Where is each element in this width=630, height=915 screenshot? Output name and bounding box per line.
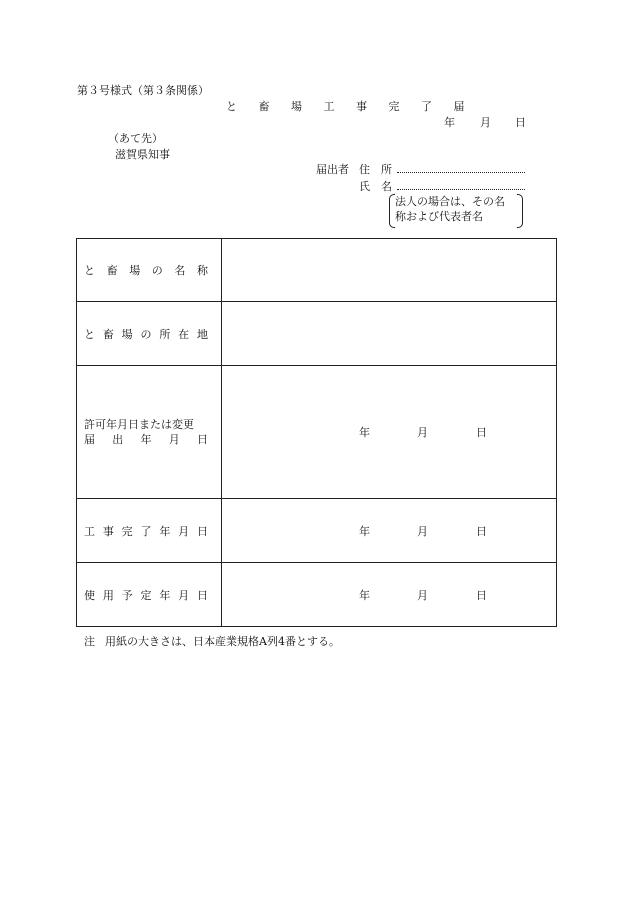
addressee-label: （あて先） bbox=[108, 132, 163, 145]
table-row bbox=[77, 366, 557, 499]
name-label: 氏 名 bbox=[359, 180, 392, 193]
footnote-mark: 注 bbox=[84, 635, 95, 648]
facility-location-label: と 畜 場 の 所 在 地 bbox=[77, 302, 222, 366]
facility-name-value[interactable] bbox=[222, 239, 557, 302]
corporate-note bbox=[389, 194, 523, 228]
submission-date-month: 月 bbox=[480, 116, 491, 129]
corporate-note-line2: 称および代表者名 bbox=[395, 210, 483, 223]
facility-location-value[interactable] bbox=[222, 302, 557, 366]
date-unit-year: 年 bbox=[359, 524, 370, 538]
name-field[interactable] bbox=[397, 178, 525, 190]
submission-date-day: 日 bbox=[515, 116, 526, 129]
completion-date-label: 工 事 完 了 年 月 日 bbox=[77, 499, 222, 563]
planned-use-date-label: 使 用 予 定 年 月 日 bbox=[77, 563, 222, 627]
permit-date-label: 許可年月日または変更 届 出 年 月 日 bbox=[77, 366, 222, 499]
footnote-text: 用紙の大きさは、日本産業規格A列4番とする。 bbox=[105, 635, 340, 648]
date-unit-month: 月 bbox=[417, 426, 428, 439]
form-title: と 畜 場 工 事 完 了 届 bbox=[226, 100, 474, 113]
bracket-right bbox=[517, 194, 523, 228]
form-number: 第３号様式（第３条関係） bbox=[77, 84, 209, 97]
notification-table bbox=[76, 238, 557, 627]
date-unit-month: 月 bbox=[417, 524, 428, 538]
address-label: 住 所 bbox=[359, 163, 392, 176]
table-row bbox=[77, 239, 557, 302]
footnote bbox=[84, 633, 340, 649]
permit-date-value[interactable] bbox=[222, 366, 557, 499]
date-unit-day: 日 bbox=[476, 426, 487, 439]
date-unit-day: 日 bbox=[476, 524, 487, 538]
completion-date-value[interactable] bbox=[222, 499, 557, 563]
facility-name-label: と 畜 場 の 名 称 bbox=[77, 239, 222, 302]
table-row bbox=[77, 302, 557, 366]
bracket-left bbox=[389, 194, 395, 228]
notifier-label: 届出者 bbox=[316, 163, 349, 176]
table-row bbox=[77, 499, 557, 563]
planned-use-date-value[interactable] bbox=[222, 563, 557, 627]
date-unit-year: 年 bbox=[359, 426, 370, 439]
address-field[interactable] bbox=[397, 161, 525, 173]
submission-date-year: 年 bbox=[444, 116, 455, 129]
table-row bbox=[77, 563, 557, 627]
addressee-name: 滋賀県知事 bbox=[115, 148, 170, 161]
corporate-note-line1: 法人の場合は、その名 bbox=[395, 195, 505, 208]
date-unit-month: 月 bbox=[417, 588, 428, 602]
date-unit-year: 年 bbox=[359, 588, 370, 602]
date-unit-day: 日 bbox=[476, 588, 487, 602]
